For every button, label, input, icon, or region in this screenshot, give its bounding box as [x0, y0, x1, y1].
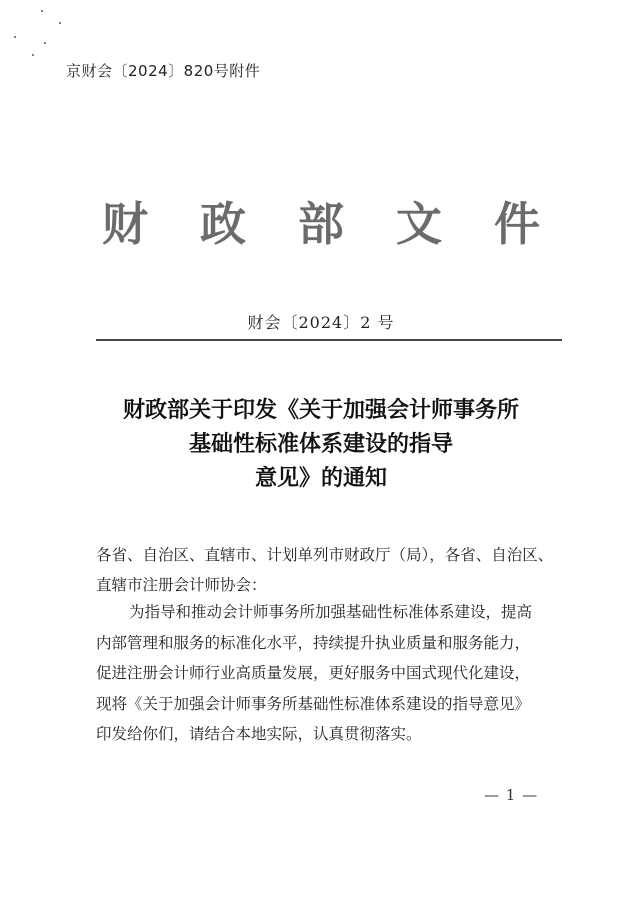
notice-title-line: 财政部关于印发《关于加强会计师事务所	[122, 397, 519, 423]
body-line: 促进注册会计师行业高质量发展，更好服务中国式现代化建设，	[96, 664, 531, 682]
attachment-note: 京财会〔2024〕820号附件	[66, 62, 261, 80]
scan-speck	[32, 54, 34, 56]
letterhead-divider	[96, 339, 562, 341]
notice-title-line: 基础性标准体系建设的指导	[188, 431, 453, 457]
notice-title-line: 意见》的通知	[254, 465, 387, 491]
recipients	[96, 540, 576, 600]
scan-speck	[44, 42, 46, 44]
body-line: 现将《关于加强会计师事务所基础性标准体系建设的指导意见》	[96, 694, 531, 713]
scan-speck	[59, 22, 61, 24]
scan-speck	[14, 36, 16, 38]
body-line: 印发给你们，请结合本地实际，认真贯彻落实。	[96, 725, 422, 743]
scan-speck	[41, 10, 43, 12]
notice-title	[0, 393, 642, 495]
page-number: — 1 —	[484, 786, 539, 804]
ministry-letterhead-title: 财 政 部 文 件	[101, 197, 559, 251]
document-number: 财会〔2024〕2 号	[247, 313, 395, 332]
body-line: 内部管理和服务的标准化水平，持续提升执业质量和服务能力，	[96, 633, 531, 652]
recipients-line: 各省、自治区、直辖市、计划单列市财政厅（局），各省、自治区、	[96, 546, 554, 564]
notice-body	[96, 597, 576, 750]
body-line: 为指导和推动会计师事务所加强基础性标准体系建设，提高	[129, 603, 533, 621]
recipients-line: 直辖市注册会计师协会：	[96, 576, 267, 594]
